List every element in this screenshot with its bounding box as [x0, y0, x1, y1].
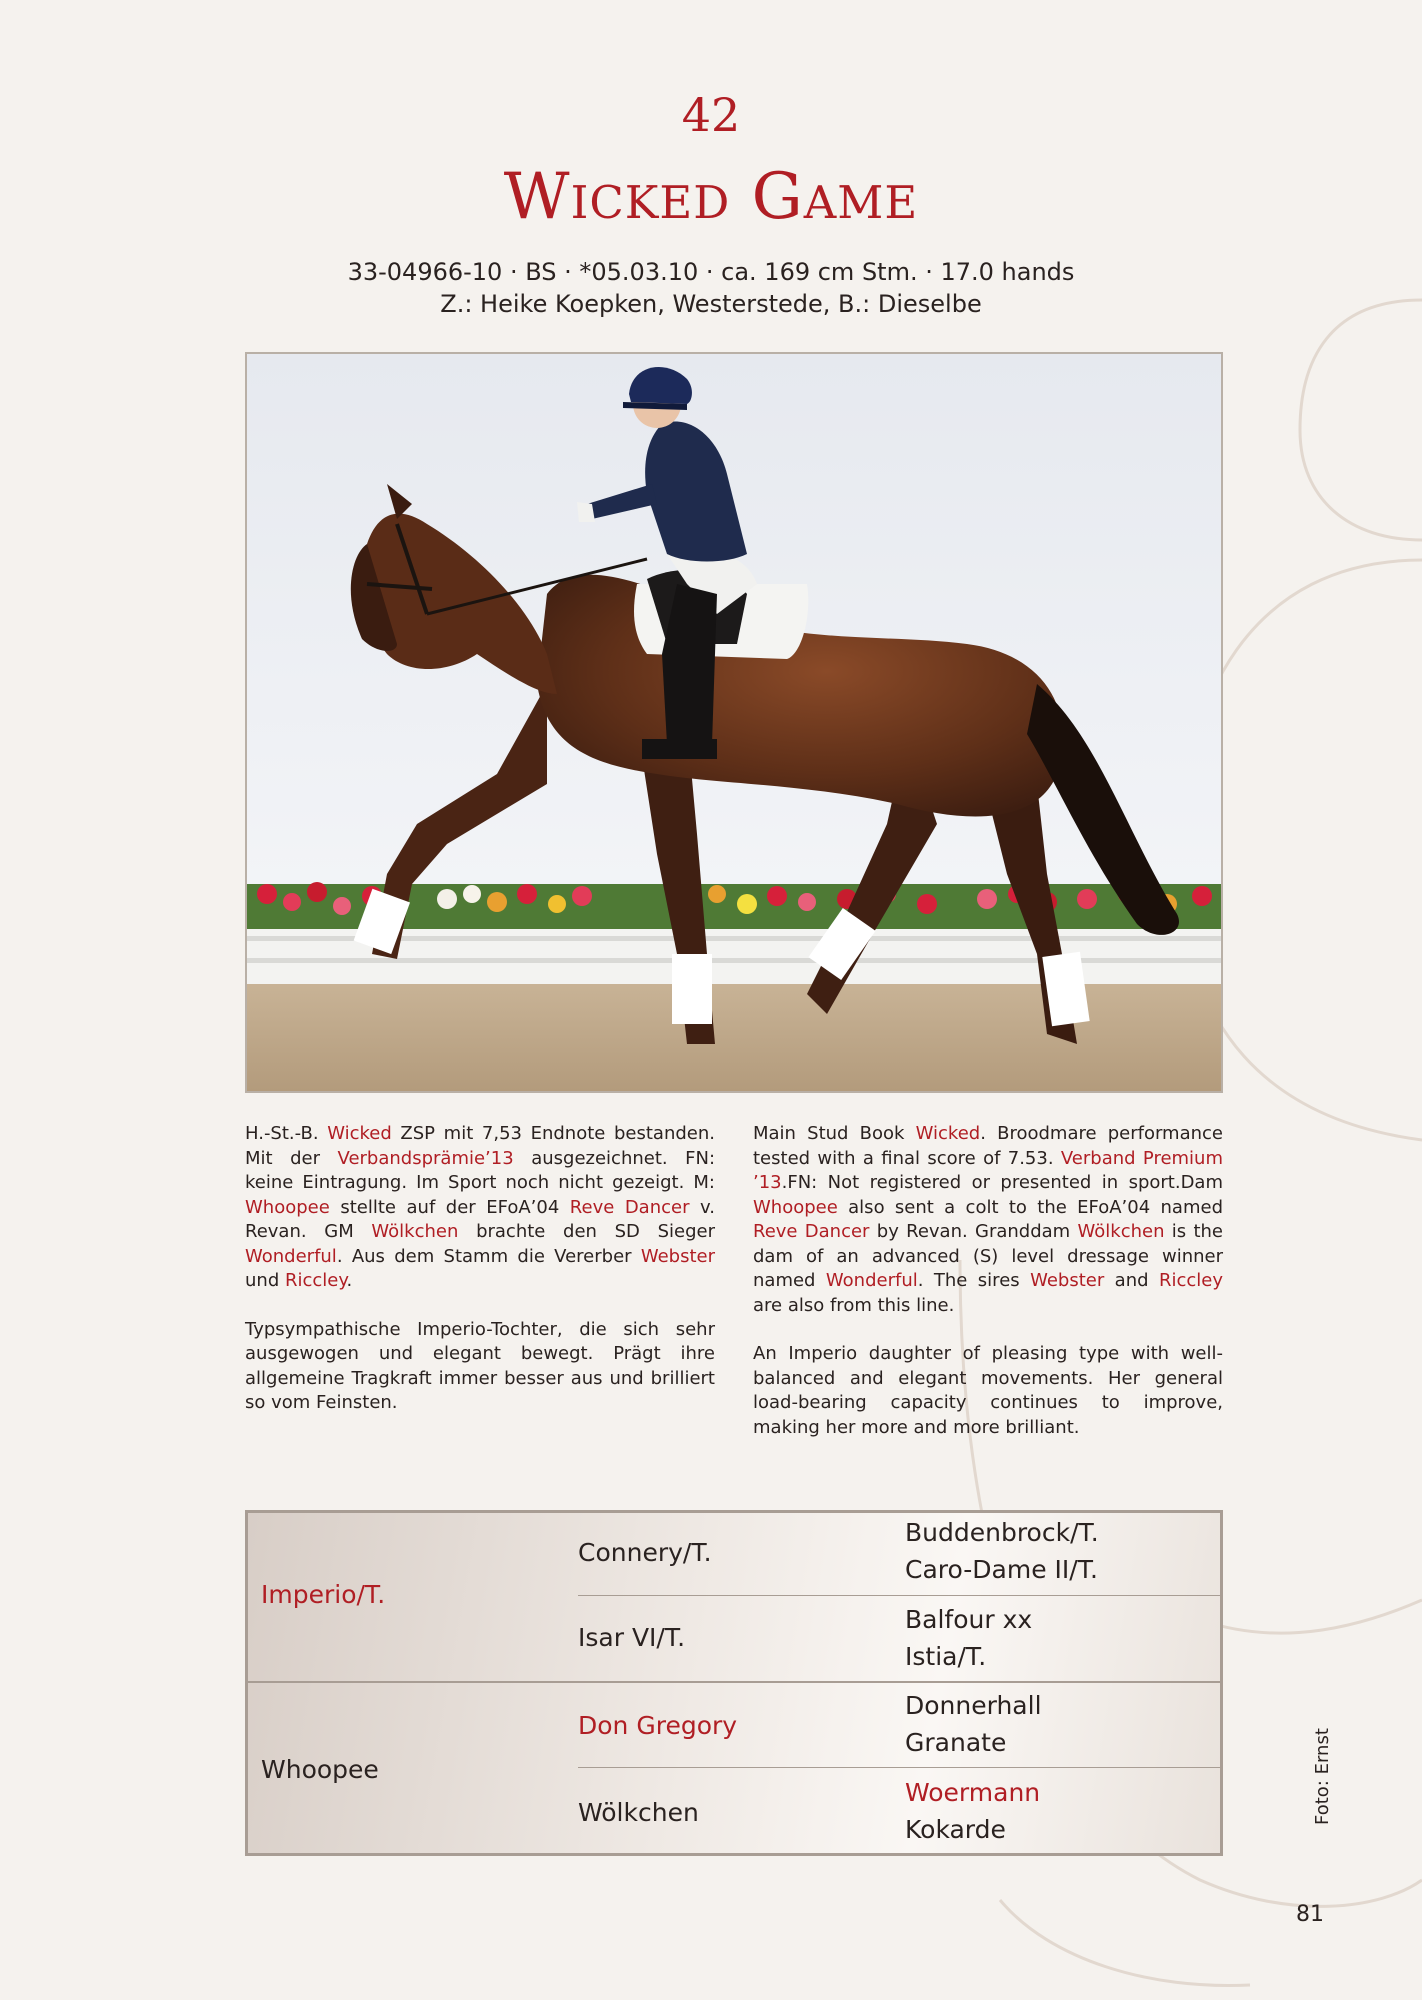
description-english-run: also sent a colt to the EFoA’04 named [837, 1196, 1223, 1218]
breeder-line: Z.: Heike Koepken, Westerstede, B.: Dieselbe [440, 290, 982, 318]
description-german-run: Wölkchen [371, 1221, 459, 1242]
description-english [753, 1122, 1223, 1464]
horse-rider-illustration [247, 354, 1221, 1091]
description-german-paragraph-1 [245, 1122, 715, 1294]
description-german-run: . [346, 1270, 353, 1291]
description-english-run: Wonderful [825, 1270, 918, 1291]
description-german-run: v. Revan. GM [245, 1196, 716, 1242]
description-german-run: Riccley [284, 1270, 347, 1291]
horse-details-line: 33-04966-10 · BS · *05.03.10 · ca. 169 cm Stm. · 17.0 hands [347, 258, 1075, 286]
description-german-run: H.-St.-B. [245, 1123, 328, 1144]
description-german-run: Whoopee [245, 1196, 330, 1218]
description-german-run: ZSP mit 7,53 Endnote bestanden. Mit der [245, 1123, 715, 1169]
pedigree-dam-sire-dam: Granate [905, 1728, 1007, 1757]
description-english-paragraph-2: An Imperio daughter of pleasing type with well-balanced and elegant movements. Her general load-bearing capacity continues to improve, making her more and more brilliant. [753, 1343, 1223, 1438]
description-german-paragraph-2: Typsympathische Imperio-Tochter, die sich sehr ausgewogen und elegant bewegt. Prägt ihre allgemeine Tragkraft immer besser aus und brilliert so vom Feinsten. [245, 1318, 715, 1413]
description-german-run: . Aus dem Stamm die Vererber [336, 1245, 641, 1267]
pedigree-dam-sire-sire: Donnerhall [905, 1691, 1042, 1720]
pedigree-table [245, 1510, 1223, 1856]
description-english-run: is the dam of an advanced (S) level dressage winner named [753, 1221, 1223, 1291]
description-english-run: Whoopee [753, 1196, 838, 1218]
description-english-run: Reve Dancer [753, 1221, 870, 1242]
description-english-run: .FN: Not registered or presented in sport.Dam [781, 1172, 1223, 1193]
description-english-run: Wölkchen [1077, 1221, 1165, 1242]
description-english-run: Wicked [915, 1123, 981, 1144]
pedigree-sire-dam: Isar VI/T. [578, 1623, 686, 1652]
pedigree-sire-sire-dam: Caro-Dame II/T. [905, 1555, 1098, 1584]
description-english-run: Main Stud Book [753, 1123, 916, 1144]
pedigree-dam-dam-dam: Kokarde [905, 1815, 1006, 1844]
description-english-paragraph-1 [753, 1122, 1223, 1318]
description-english-run: Webster [1030, 1270, 1105, 1291]
description-german-run: Verbandsprämie’13 [337, 1147, 514, 1169]
description-english-run: are also from this line. [753, 1294, 955, 1316]
description-german-run: Wicked [327, 1123, 392, 1144]
pedigree-sire-dam-sire: Balfour xx [905, 1605, 1033, 1634]
pedigree-sire-sire: Connery/T. [578, 1538, 712, 1567]
pedigree-dam-sire: Don Gregory [578, 1711, 738, 1740]
pedigree-divider-main [248, 1681, 1220, 1683]
horse-photo [245, 352, 1223, 1093]
pedigree-sire-dam-dam: Istia/T. [905, 1642, 987, 1671]
page-number: 81 [1296, 1902, 1324, 1927]
pedigree-sire-sire-sire: Buddenbrock/T. [905, 1518, 1099, 1547]
photo-credit: Foto: Ernst [1312, 1728, 1333, 1825]
description-german-run: ausgezeichnet. FN: keine Eintragung. Im Sport noch nicht gezeigt. M: [245, 1147, 716, 1193]
description-english-run: . The sires [917, 1270, 1031, 1291]
description-german [245, 1122, 715, 1440]
lot-number: 42 [681, 88, 741, 142]
horse-name-title: Wicked Game [503, 160, 919, 234]
description-english-run: and [1104, 1270, 1159, 1291]
pedigree-dam-dam-sire: Woermann [905, 1778, 1041, 1807]
description-english-run: Riccley [1158, 1270, 1224, 1291]
description-english-run: by Revan. Granddam [869, 1221, 1078, 1242]
pedigree-dam: Whoopee [261, 1755, 379, 1784]
description-german-run: stellte auf der EFoA’04 [329, 1196, 570, 1218]
description-german-run: Webster [640, 1245, 715, 1267]
description-german-run: und [245, 1270, 285, 1291]
pedigree-divider-dam-side [578, 1767, 1220, 1768]
description-german-run: Reve Dancer [569, 1196, 690, 1218]
description-german-run: Wonderful [245, 1245, 337, 1267]
pedigree-divider-sire-side [578, 1595, 1220, 1596]
pedigree-dam-dam: Wölkchen [578, 1798, 699, 1827]
pedigree-sire: Imperio/T. [261, 1580, 386, 1609]
description-english-run: . Broodmare performance tested with a final score of 7.53. [753, 1123, 1223, 1169]
description-german-run: brachte den SD Sieger [458, 1221, 715, 1242]
description-english-run: Verband Premium ’13 [753, 1147, 1223, 1193]
